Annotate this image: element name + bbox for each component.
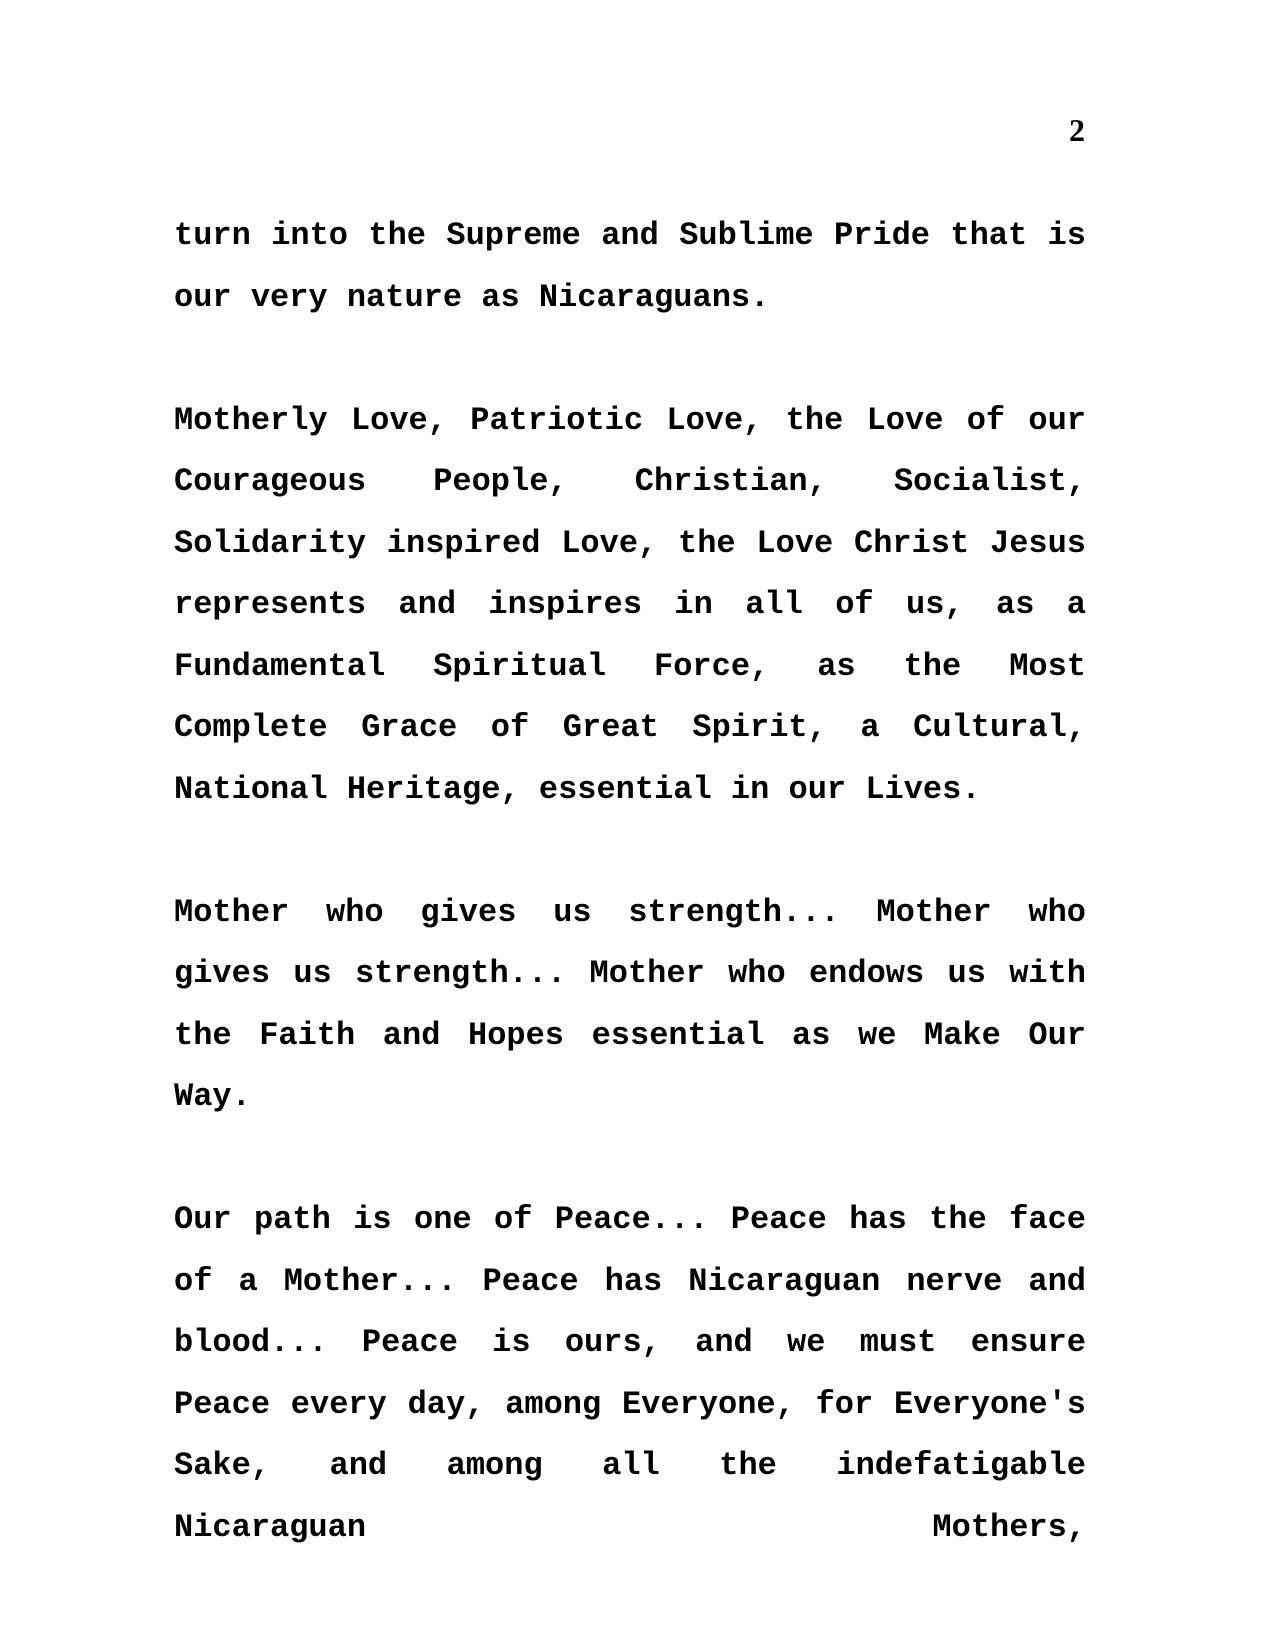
- paragraph-pride: turn into the Supreme and Sublime Pride that is our very nature as Nicaraguans.: [174, 217, 1086, 316]
- paragraph-motherly-love: Motherly Love, Patriotic Love, the Love of our Courageous People, Christian, Socialist, Solidarity inspired Love, the Love Christ Jesus represents and inspires in all of us, as a Fundamental Spiritual Force, as the Most Complete Grace of Great Spirit, a Cultural, National Heritage, essential in our Lives.: [174, 401, 1086, 808]
- paragraph-peace: Our path is one of Peace... Peace has the face of a Mother... Peace has Nicaraguan nerve and blood... Peace is ours, and we must ensure Peace every day, among Everyone, for Everyone's Sake, and among all the indefatigable Nicaraguan Mothers,: [174, 1201, 1086, 1546]
- body-text: [174, 205, 1086, 1558]
- page-number: 2: [1069, 112, 1085, 148]
- paragraph-mother-strength: Mother who gives us strength... Mother who gives us strength... Mother who endows us with the Faith and Hopes essential as we Make Our Way.: [174, 893, 1086, 1115]
